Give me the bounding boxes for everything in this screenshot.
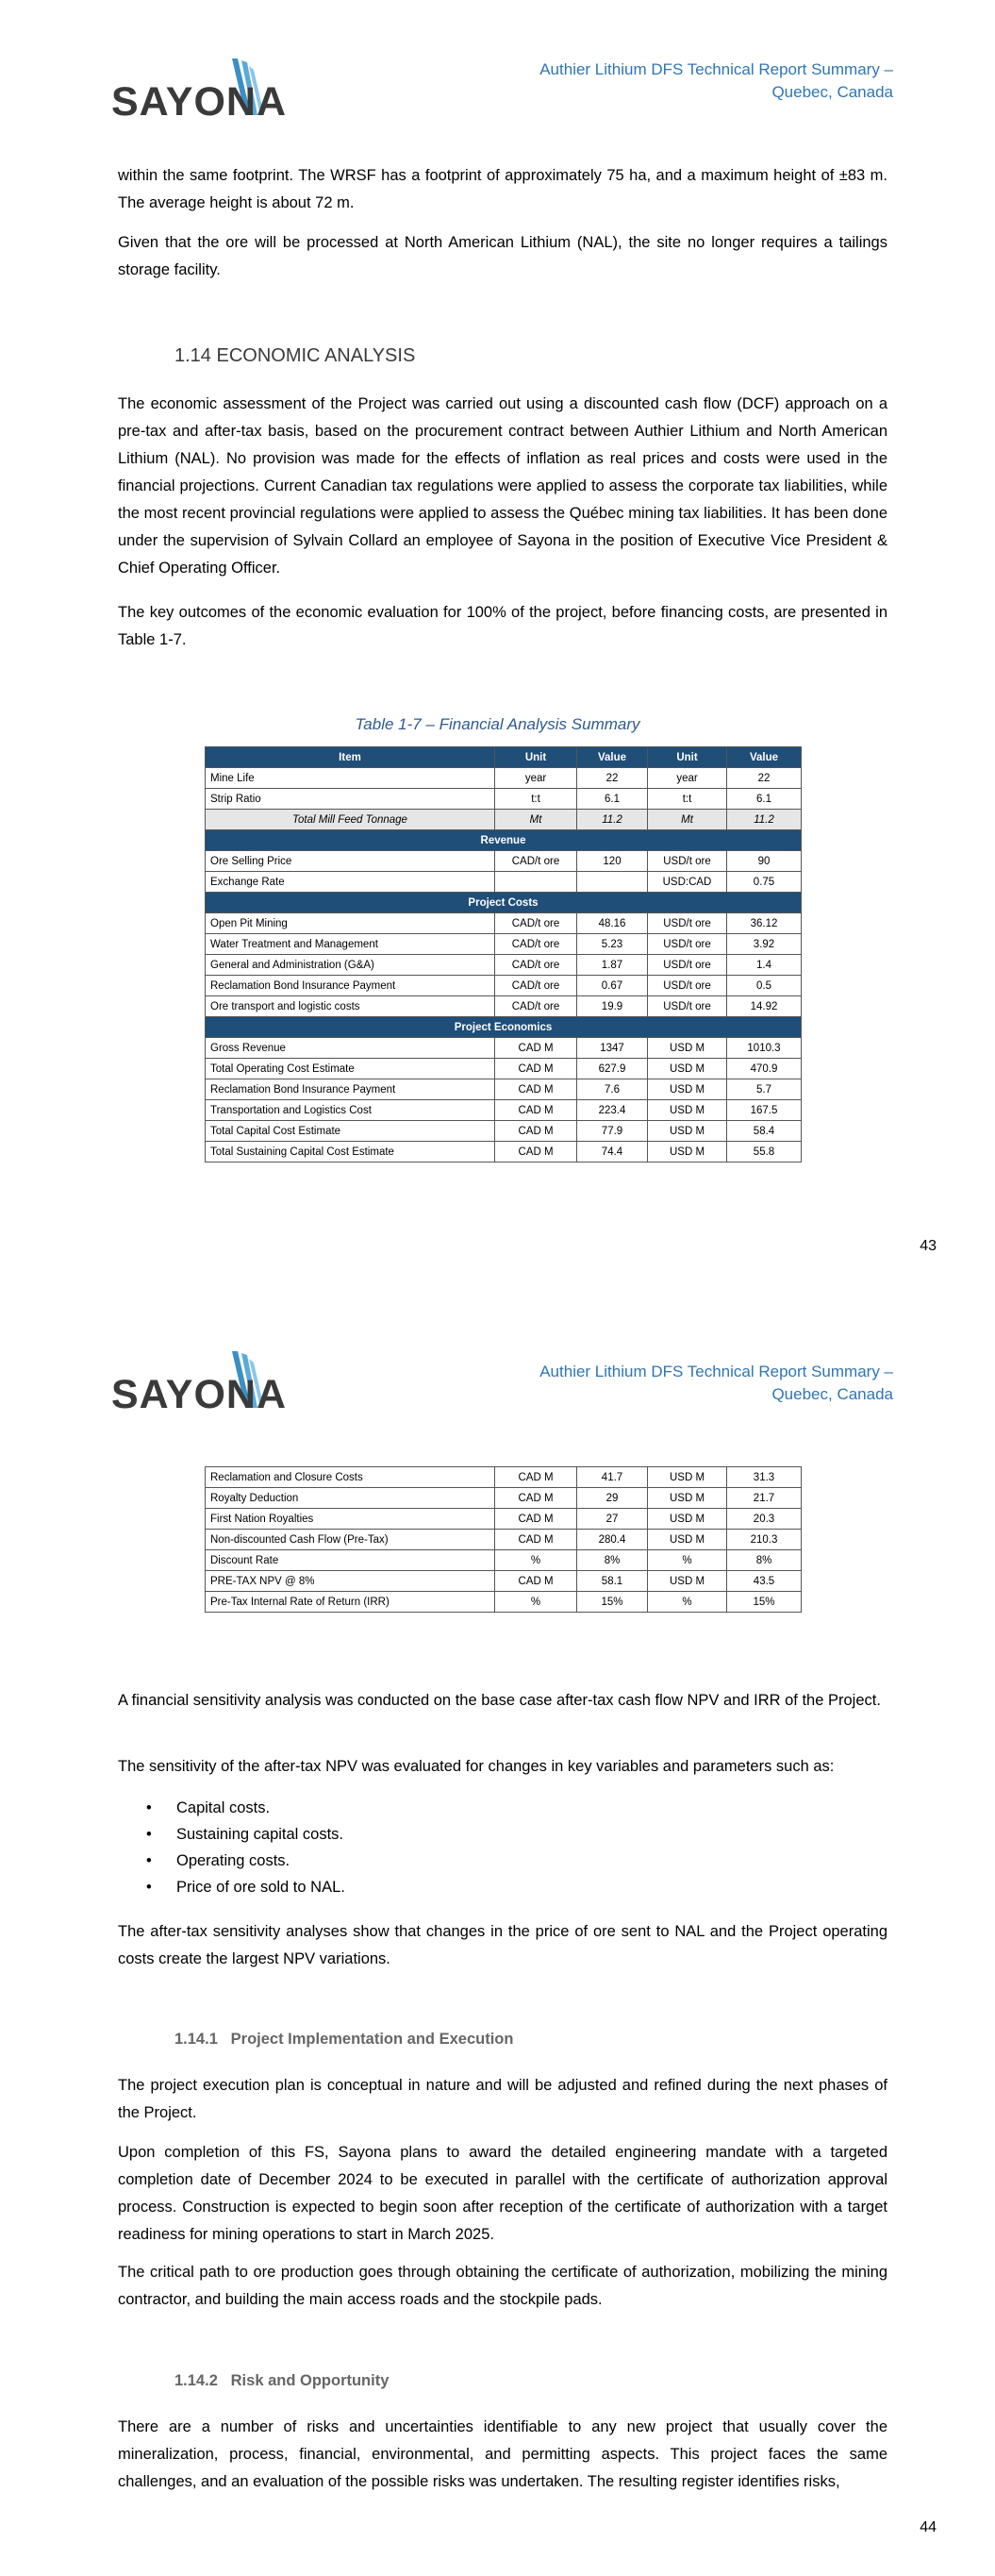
paragraph-engineering-mandate: Upon completion of this FS, Sayona plans to award the detailed engineering mandate with a targeted completion date of December 2024 to be executed in parallel with the certificate of authorization approval process. Construction is expected to begin soon after reception of the certificate of authorization with a target readiness for mining operations to start in March 2025.: [118, 2144, 887, 2243]
list-item: • Capital costs.: [118, 1795, 887, 1821]
table-section-row: [206, 893, 802, 913]
header-title-line1: Authier Lithium DFS Technical Report Summary –: [539, 1363, 893, 1380]
cell-item: Total Capital Cost Estimate: [206, 1121, 495, 1142]
cell-value-usd: 1.4: [727, 955, 802, 976]
subsection-number: 1.14.1: [174, 2031, 218, 2048]
cell-unit-cad: CAD M: [495, 1530, 577, 1550]
cell-value-cad: 58.1: [577, 1571, 648, 1592]
section-heading-economic-analysis: [174, 345, 415, 367]
table-row: [206, 1592, 802, 1613]
cell-value-usd: 15%: [727, 1592, 802, 1613]
paragraph-sensitivity: A financial sensitivity analysis was conducted on the base case after-tax cash flow NPV and IRR of the Project.: [118, 1692, 881, 1709]
table-row: [206, 872, 802, 893]
cell-value-usd: 3.92: [727, 934, 802, 955]
cell-value-usd: 11.2: [727, 810, 802, 830]
cell-value-cad: 0.67: [577, 976, 648, 996]
paragraph-execution-plan: The project execution plan is conceptual in nature and will be adjusted and refined during the next phases of the Project.: [118, 2077, 887, 2121]
cell-value-usd: 31.3: [727, 1467, 802, 1488]
cell-unit-cad: CAD M: [495, 1467, 577, 1488]
cell-unit-usd: USD:CAD: [648, 872, 727, 893]
cell-value-usd: 36.12: [727, 913, 802, 934]
cell-value-cad: 120: [577, 851, 648, 872]
table-row: [206, 1121, 802, 1142]
table-row: [206, 1530, 802, 1550]
cell-item: Ore Selling Price: [206, 851, 495, 872]
cell-item: Exchange Rate: [206, 872, 495, 893]
table-row: [206, 789, 802, 810]
cell-unit-usd: %: [648, 1550, 727, 1571]
cell-unit-cad: %: [495, 1592, 577, 1613]
cell-unit-cad: CAD M: [495, 1059, 577, 1079]
cell-unit-cad: CAD/t ore: [495, 996, 577, 1017]
cell-value-usd: 58.4: [727, 1121, 802, 1142]
financial-analysis-table-continued: [205, 1466, 802, 1613]
header-value-cad: Value: [577, 747, 648, 768]
cell-value-usd: 167.5: [727, 1100, 802, 1121]
cell-unit-usd: USD M: [648, 1509, 727, 1530]
cell-value-usd: 43.5: [727, 1571, 802, 1592]
cell-unit-usd: USD/t ore: [648, 955, 727, 976]
page-number: 43: [920, 1238, 937, 1254]
cell-item: Open Pit Mining: [206, 913, 495, 934]
cell-value-cad: [577, 872, 648, 893]
cell-unit-usd: USD M: [648, 1121, 727, 1142]
cell-value-cad: 48.16: [577, 913, 648, 934]
table-row: [206, 955, 802, 976]
cell-item: Total Sustaining Capital Cost Estimate: [206, 1142, 495, 1163]
table-row: [206, 1550, 802, 1571]
cell-value-cad: 1347: [577, 1038, 648, 1059]
cell-value-cad: 15%: [577, 1592, 648, 1613]
cell-unit-usd: USD M: [648, 1571, 727, 1592]
cell-value-cad: 19.9: [577, 996, 648, 1017]
cell-unit-cad: [495, 872, 577, 893]
paragraph-critical-path: The critical path to ore production goes through obtaining the certificate of authorization, mobilizing the mining contractor, and building the main access roads and the stockpile pads.: [118, 2264, 887, 2308]
cell-value-cad: 11.2: [577, 810, 648, 830]
cell-value-cad: 5.23: [577, 934, 648, 955]
cell-value-usd: 6.1: [727, 789, 802, 810]
table-caption: Table 1-7 – Financial Analysis Summary: [355, 715, 640, 733]
subsection-heading-implementation: [174, 2031, 513, 2049]
cell-unit-cad: CAD M: [495, 1571, 577, 1592]
cell-unit-cad: CAD M: [495, 1100, 577, 1121]
cell-unit-usd: Mt: [648, 810, 727, 830]
sayona-logo: [111, 57, 288, 125]
cell-item: Discount Rate: [206, 1550, 495, 1571]
cell-value-cad: 280.4: [577, 1530, 648, 1550]
cell-item: Reclamation Bond Insurance Payment: [206, 976, 495, 996]
cell-unit-usd: USD M: [648, 1142, 727, 1163]
sayona-logo: [111, 1349, 288, 1417]
cell-item: Reclamation and Closure Costs: [206, 1467, 495, 1488]
section-label: Revenue: [206, 830, 802, 851]
table-row: [206, 996, 802, 1017]
cell-unit-cad: CAD M: [495, 1038, 577, 1059]
subsection-title: Project Implementation and Execution: [230, 2031, 514, 2048]
section-number: 1.14: [174, 345, 211, 366]
header-title-line1: Authier Lithium DFS Technical Report Summary –: [539, 60, 893, 78]
cell-unit-usd: USD/t ore: [648, 934, 727, 955]
cell-value-cad: 77.9: [577, 1121, 648, 1142]
cell-item: Pre-Tax Internal Rate of Return (IRR): [206, 1592, 495, 1613]
table-row: [206, 1100, 802, 1121]
paragraph-tailings: Given that the ore will be processed at North American Lithium (NAL), the site no longer requires a tailings storage facility.: [118, 234, 887, 278]
cell-unit-usd: year: [648, 768, 727, 789]
cell-unit-usd: %: [648, 1592, 727, 1613]
cell-value-usd: 90: [727, 851, 802, 872]
cell-value-cad: 41.7: [577, 1467, 648, 1488]
list-item: • Sustaining capital costs.: [118, 1821, 887, 1848]
subsection-title: Risk and Opportunity: [230, 2372, 390, 2389]
cell-value-usd: 210.3: [727, 1530, 802, 1550]
cell-value-cad: 8%: [577, 1550, 648, 1571]
cell-value-cad: 7.6: [577, 1079, 648, 1100]
cell-unit-cad: CAD/t ore: [495, 934, 577, 955]
cell-unit-cad: %: [495, 1550, 577, 1571]
section-label: Project Economics: [206, 1017, 802, 1038]
cell-unit-cad: year: [495, 768, 577, 789]
cell-unit-cad: t:t: [495, 789, 577, 810]
section-title: ECONOMIC ANALYSIS: [216, 345, 416, 366]
table-body-part2: [206, 1467, 802, 1613]
cell-item: Total Mill Feed Tonnage: [206, 810, 495, 830]
paragraph-risks: There are a number of risks and uncertainties identifiable to any new project that usually cover the mineralization, process, financial, environmental, and permitting aspects. This project faces the same challenges, and an evaluation of the possible risks was undertaken. The resulting register identifies risks,: [118, 2418, 887, 2490]
header-unit-usd: Unit: [648, 747, 727, 768]
cell-value-cad: 29: [577, 1488, 648, 1509]
cell-item: Royalty Deduction: [206, 1488, 495, 1509]
cell-value-usd: 1010.3: [727, 1038, 802, 1059]
cell-unit-usd: USD/t ore: [648, 913, 727, 934]
cell-item: First Nation Royalties: [206, 1509, 495, 1530]
cell-value-usd: 14.92: [727, 996, 802, 1017]
cell-unit-cad: CAD M: [495, 1142, 577, 1163]
table-body-part1: [206, 768, 802, 1163]
table-row: [206, 913, 802, 934]
cell-value-usd: 21.7: [727, 1488, 802, 1509]
subsection-heading-risk: [174, 2372, 389, 2390]
cell-unit-cad: CAD/t ore: [495, 955, 577, 976]
cell-value-cad: 22: [577, 768, 648, 789]
sensitivity-variables-list: [118, 1795, 887, 1900]
cell-unit-cad: CAD M: [495, 1121, 577, 1142]
paragraph-wrsf: within the same footprint. The WRSF has a footprint of approximately 75 ha, and a maximum height of ±83 m. The average height is about 72 m.: [118, 167, 887, 211]
cell-unit-cad: CAD M: [495, 1488, 577, 1509]
table-row: [206, 1467, 802, 1488]
table-section-row: [206, 1017, 802, 1038]
cell-value-usd: 22: [727, 768, 802, 789]
cell-unit-usd: USD M: [648, 1530, 727, 1550]
table-row: [206, 976, 802, 996]
paragraph-sensitivity-results: The after-tax sensitivity analyses show that changes in the price of ore sent to NAL and the Project operating costs create the largest NPV variations.: [118, 1923, 887, 1967]
table-row: [206, 810, 802, 830]
cell-item: PRE-TAX NPV @ 8%: [206, 1571, 495, 1592]
cell-item: Total Operating Cost Estimate: [206, 1059, 495, 1079]
table-row: [206, 1059, 802, 1079]
cell-unit-usd: USD M: [648, 1079, 727, 1100]
cell-value-usd: 0.5: [727, 976, 802, 996]
cell-unit-cad: CAD/t ore: [495, 913, 577, 934]
report-header-title: [403, 1361, 893, 1406]
list-item: • Price of ore sold to NAL.: [118, 1874, 887, 1900]
header-item: Item: [206, 747, 495, 768]
header-title-line2: Quebec, Canada: [771, 1385, 893, 1403]
report-header-title: [403, 59, 893, 104]
list-item: • Operating costs.: [118, 1848, 887, 1874]
financial-analysis-table: [205, 746, 802, 1163]
cell-unit-usd: USD M: [648, 1038, 727, 1059]
cell-value-usd: 8%: [727, 1550, 802, 1571]
cell-value-cad: 1.87: [577, 955, 648, 976]
cell-item: Transportation and Logistics Cost: [206, 1100, 495, 1121]
cell-unit-usd: t:t: [648, 789, 727, 810]
cell-unit-usd: USD M: [648, 1467, 727, 1488]
cell-item: Non-discounted Cash Flow (Pre-Tax): [206, 1530, 495, 1550]
cell-item: Gross Revenue: [206, 1038, 495, 1059]
cell-item: Strip Ratio: [206, 789, 495, 810]
cell-value-usd: 5.7: [727, 1079, 802, 1100]
table-section-row: [206, 830, 802, 851]
logo-text: SAYONA: [111, 1372, 288, 1417]
cell-unit-cad: Mt: [495, 810, 577, 830]
paragraph-key-outcomes: The key outcomes of the economic evaluation for 100% of the project, before financing costs, are presented in Table 1-7.: [118, 604, 887, 648]
cell-item: Ore transport and logistic costs: [206, 996, 495, 1017]
table-row: [206, 1571, 802, 1592]
table-row: [206, 1142, 802, 1163]
page-number: 44: [920, 2519, 937, 2535]
table-row: [206, 1509, 802, 1530]
paragraph-economic-assessment: The economic assessment of the Project was carried out using a discounted cash flow (DCF) approach on a pre-tax and after-tax basis, based on the procurement contract between Authier Lithium and North American Lithium (NAL). No provision was made for the effects of inflation as real prices and costs were used in the financial projections. Current Canadian tax regulations were applied to assess the corporate tax liabilities, while the most recent provincial regulations were applied to assess the Québec mining tax liabilities. It has been done under the supervision of Sylvain Collard an employee of Sayona in the position of Executive Vice President & Chief Operating Officer.: [118, 395, 887, 577]
cell-unit-usd: USD/t ore: [648, 976, 727, 996]
table-header-row: [206, 747, 802, 768]
cell-unit-usd: USD M: [648, 1059, 727, 1079]
cell-item: General and Administration (G&A): [206, 955, 495, 976]
cell-unit-usd: USD/t ore: [648, 851, 727, 872]
paragraph-npv-variables: The sensitivity of the after-tax NPV was evaluated for changes in key variables and parameters such as:: [118, 1758, 835, 1775]
table-row: [206, 1038, 802, 1059]
cell-value-usd: 470.9: [727, 1059, 802, 1079]
page-44: [0, 1293, 995, 2576]
cell-value-cad: 74.4: [577, 1142, 648, 1163]
cell-value-cad: 627.9: [577, 1059, 648, 1079]
cell-unit-cad: CAD M: [495, 1079, 577, 1100]
header-value-usd: Value: [727, 747, 802, 768]
table-row: [206, 851, 802, 872]
cell-value-usd: 55.8: [727, 1142, 802, 1163]
cell-unit-cad: CAD/t ore: [495, 976, 577, 996]
cell-unit-cad: CAD M: [495, 1509, 577, 1530]
cell-unit-cad: CAD/t ore: [495, 851, 577, 872]
cell-unit-usd: USD M: [648, 1100, 727, 1121]
cell-item: Reclamation Bond Insurance Payment: [206, 1079, 495, 1100]
cell-item: Water Treatment and Management: [206, 934, 495, 955]
table-row: [206, 934, 802, 955]
table-row: [206, 1079, 802, 1100]
table-row: [206, 1488, 802, 1509]
subsection-number: 1.14.2: [174, 2372, 218, 2389]
section-label: Project Costs: [206, 893, 802, 913]
cell-item: Mine Life: [206, 768, 495, 789]
cell-value-cad: 27: [577, 1509, 648, 1530]
cell-unit-usd: USD/t ore: [648, 996, 727, 1017]
header-title-line2: Quebec, Canada: [771, 83, 893, 101]
cell-value-cad: 6.1: [577, 789, 648, 810]
table-row: [206, 768, 802, 789]
cell-value-cad: 223.4: [577, 1100, 648, 1121]
header-unit-cad: Unit: [495, 747, 577, 768]
logo-text: SAYONA: [111, 79, 288, 125]
cell-value-usd: 0.75: [727, 872, 802, 893]
cell-value-usd: 20.3: [727, 1509, 802, 1530]
cell-unit-usd: USD M: [648, 1488, 727, 1509]
